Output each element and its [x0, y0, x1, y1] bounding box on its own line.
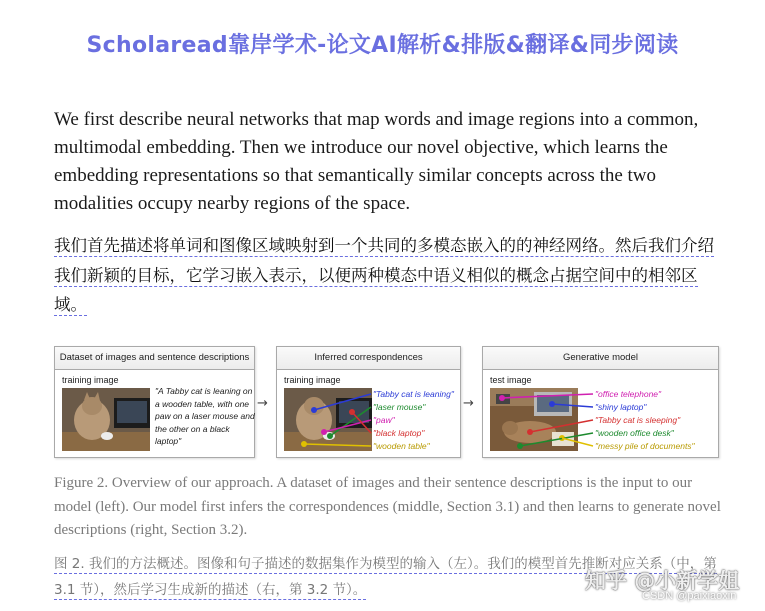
- figure-2: [54, 346, 719, 458]
- panel-generative-model: [482, 346, 719, 458]
- generated-phrase: "wooden office desk": [595, 428, 674, 438]
- figure-caption-english: Figure 2. Overview of our approach. A dataset of images and their sentence descriptions is the input to our model (left). Our model first infers the correspondences (middle, Section 3.1) and then learns to generate novel descriptions (right, Section 3.2).: [54, 475, 721, 538]
- chinese-translation-text: 我们首先描述将单词和图像区域映射到一个共同的多模态嵌入的的神经网络。然后我们介绍我们新颖的目标，它学习嵌入表示，以便两种模态中语义相似的概念占据空间中的相邻区域。: [54, 236, 714, 314]
- correspondence-item: "paw": [373, 415, 395, 425]
- zhihu-watermark: 知乎 @小新学姐: [585, 569, 740, 593]
- arrow-right-icon: →: [257, 396, 268, 411]
- panel-image-label: training image: [62, 375, 119, 385]
- panel-title: Generative model: [483, 347, 718, 370]
- panel-image-label: training image: [284, 375, 341, 385]
- panel-image-label: test image: [490, 375, 532, 385]
- generated-phrase: "messy pile of documents": [595, 441, 695, 451]
- correspondence-item: "Tabby cat is leaning": [373, 389, 454, 399]
- generated-phrase: "shiny laptop": [595, 402, 647, 412]
- correspondence-lines: [277, 347, 460, 457]
- generated-phrase: "office telephone": [595, 389, 662, 399]
- panel-title: Dataset of images and sentence descriptions: [55, 347, 254, 370]
- page-title: Scholaread靠岸学术-论文AI解析&排版&翻译&同步阅读: [86, 33, 679, 58]
- panel-title: Inferred correspondences: [277, 347, 460, 370]
- correspondence-item: "laser mouse": [373, 402, 426, 412]
- cat-training-photo: [62, 388, 150, 451]
- english-paragraph: We first describe neural networks that map words and image regions into a common, multimodal embedding. Then we introduce our novel objective, which learns the embedding representations so that semantically similar concepts across the two modalities occupy nearby regions of the space.: [54, 109, 699, 214]
- arrow-right-icon: →: [463, 396, 474, 411]
- csdn-watermark: CSDN @paixiaoxin: [642, 590, 737, 602]
- chinese-translation-paragraph: [54, 231, 724, 320]
- correspondence-item: "wooden table": [373, 441, 430, 451]
- generated-phrase: "Tabby cat is sleeping": [595, 415, 681, 425]
- caption-chinese-text: 图 2. 我们的方法概述。图像和句子描述的数据集作为模型的输入（左）。我们的模型首先推断对应关系（中，第 3.1 节），然后学习生成新的描述（右，第 3.2 节）。: [54, 556, 717, 598]
- sentence-description: "A Tabby cat is leaning on a wooden table, with one paw on a laser mouse and the other on a black laptop": [155, 386, 255, 446]
- panel-dataset: [54, 346, 255, 458]
- correspondence-item: "black laptop": [373, 428, 425, 438]
- panel-correspondences: [276, 346, 461, 458]
